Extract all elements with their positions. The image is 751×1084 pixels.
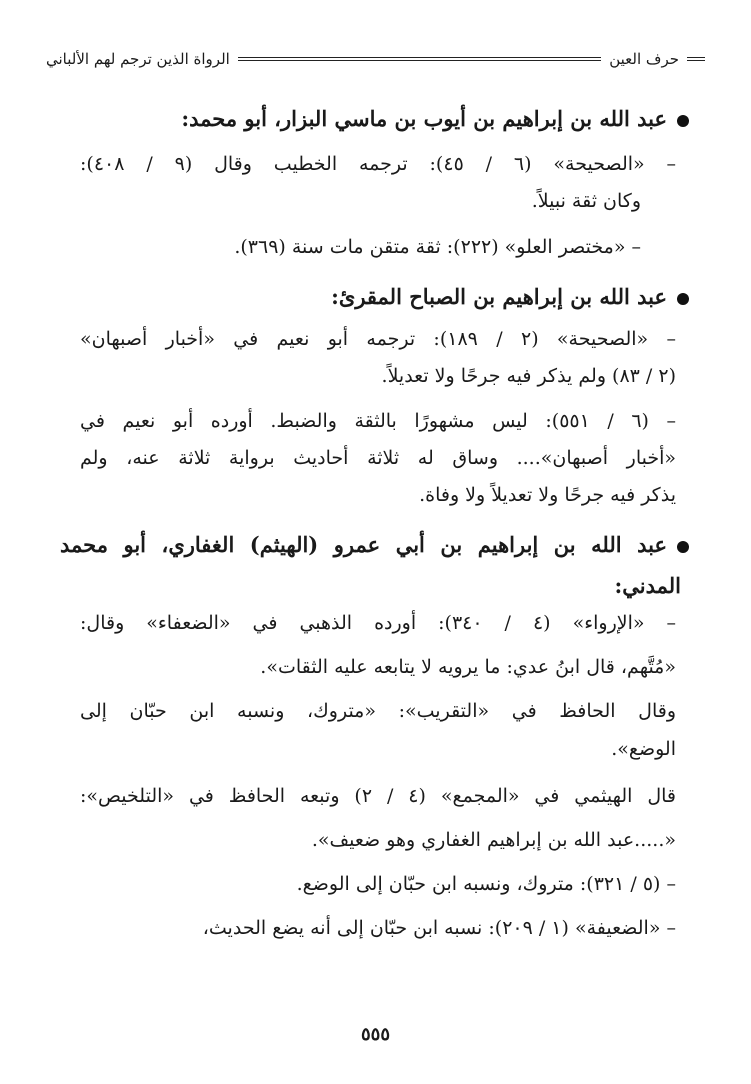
bullet-icon [677, 115, 689, 127]
text-line: قال الهيثمي في «المجمع» (٤ / ٢) وتبعه الحافظ في «التلخيص»: [80, 785, 676, 807]
text-line: – (٦ / ٥٥١): ليس مشهورًا بالثقة والضبط. أورده أبو نعيم في [80, 410, 677, 432]
text-line: وكان ثقة نبيلاً. [531, 190, 641, 212]
entry-heading [60, 284, 689, 309]
text-line: – «الإرواء» (٤ / ٣٤٠): أورده الذهبي في «الضعفاء» وقال: [80, 612, 677, 634]
text-line: وقال الحافظ في «التقريب»: «متروك، ونسبه ابن حبّان إلى [80, 700, 676, 722]
text-line: (٢ / ٨٣) ولم يذكر فيه جرحًا ولا تعديلاً. [381, 365, 676, 387]
book-title: الرواة الذين ترجم لهم الألباني [46, 50, 230, 68]
page-number: ٥٥٥ [360, 1024, 390, 1045]
chapter-title: حرف العين [609, 50, 679, 68]
entry-heading-continued: المدني: [614, 573, 681, 598]
entry-heading [60, 532, 689, 557]
bullet-icon [677, 293, 689, 305]
running-header [46, 44, 705, 74]
text-line: – (٥ / ٣٢١): متروك، ونسبه ابن حبّان إلى الوضع. [296, 873, 676, 895]
text-line: الوضع». [611, 738, 676, 760]
header-dash [687, 57, 705, 61]
text-line: – «مختصر العلو» (٢٢٢): ثقة متقن مات سنة (٣٦٩). [234, 236, 641, 258]
text-line: – «الصحيحة» (٢ / ١٨٩): ترجمه أبو نعيم في «أخبار أصبهان» [80, 328, 677, 350]
entry-name: عبد الله بن إبراهيم بن أيوب بن ماسي البزار، أبو محمد: [181, 106, 667, 131]
text-line: – «الصحيحة» (٦ / ٤٥): ترجمه الخطيب وقال (٩ / ٤٠٨): [80, 153, 677, 175]
text-line: «مُتَّهم، قال ابنُ عدي: ما يرويه لا يتابعه عليه الثقات». [260, 656, 676, 678]
entry-heading [60, 106, 689, 131]
text-line: «.....عبد الله بن إبراهيم الغفاري وهو ضعيف». [311, 829, 676, 851]
header-rule [238, 57, 601, 61]
entry-name: عبد الله بن إبراهيم بن الصباح المقرئ: [331, 284, 667, 309]
text-line: «أخبار أصبهان».... وساق له ثلاثة أحاديث برواية ثلاثة عنه، ولم [80, 447, 676, 469]
text-line: يذكر فيه جرحًا ولا تعديلاً ولا وفاة. [419, 484, 676, 506]
entry-name: عبد الله بن إبراهيم بن أبي عمرو (الهيثم) الغفاري، أبو محمد [60, 532, 667, 557]
bullet-icon [677, 541, 689, 553]
text-line: – «الضعيفة» (١ / ٢٠٩): نسبه ابن حبّان إلى أنه يضع الحديث، [202, 917, 676, 939]
